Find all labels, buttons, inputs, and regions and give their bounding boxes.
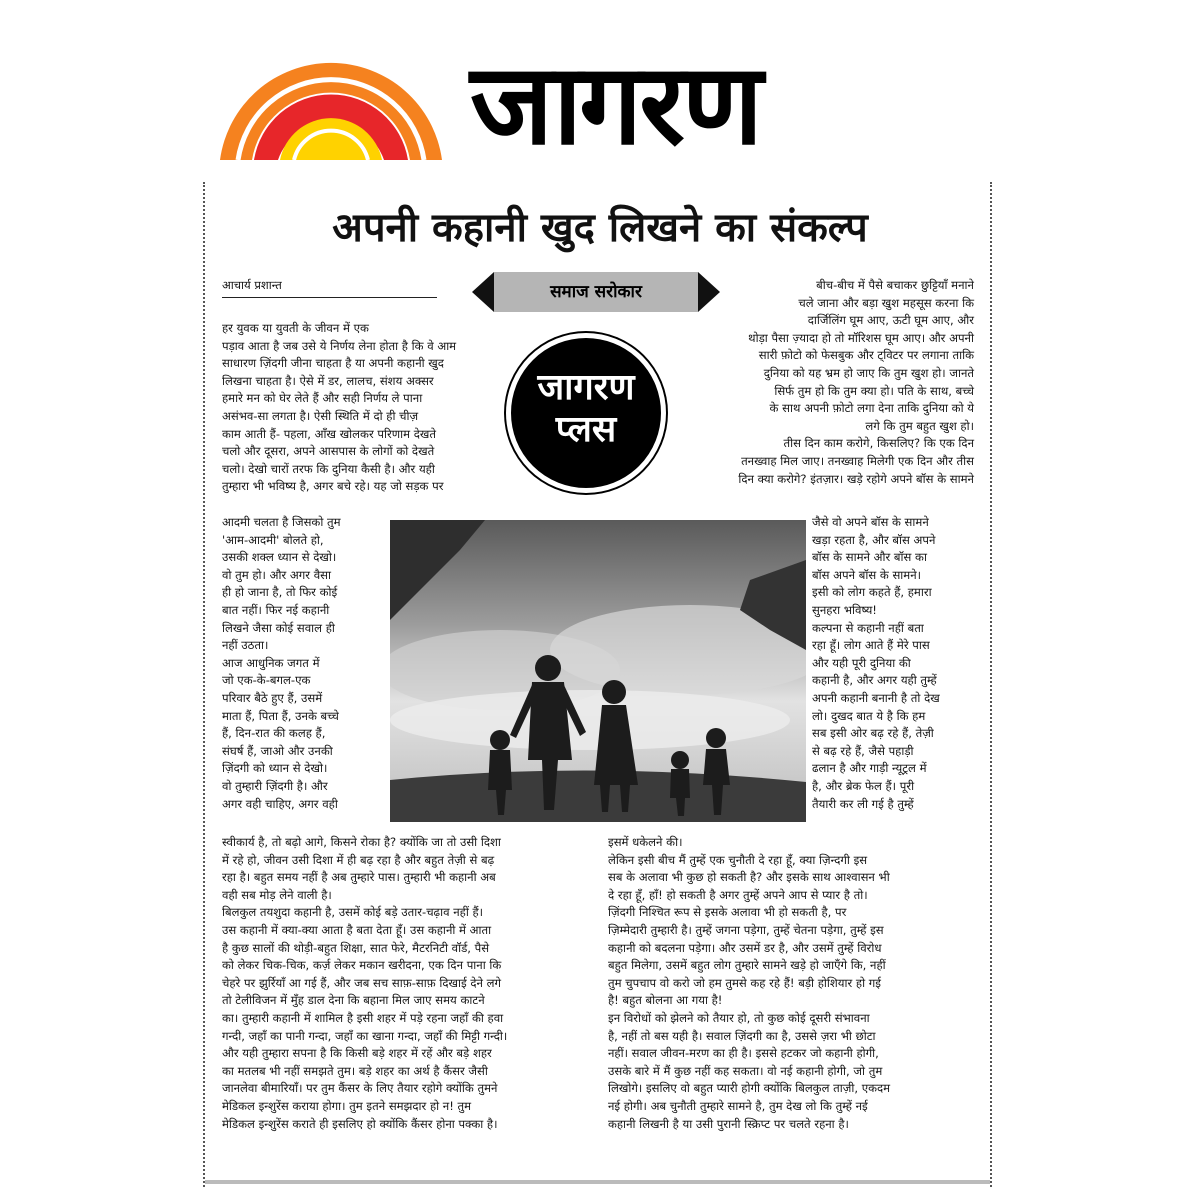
article-right-top: बीच-बीच में पैसे बचाकर छुट्टियाँ मनाने चले जाना और बड़ा खुश महसूस करना कि दार्जिलिंग घूम आए, ऊटी घूम आए, और थोड़ा पैसा ज़्यादा हो तो मॉरिशस घूम आए। और अपनी सारी फ़ोटो को फेसबुक और ट्विटर पर लगाना ताकि दुनिया को यह भ्रम हो जाए कि तुम खुश हो। जानते सिर्फ तुम हो कि तुम क्या हो। पति के साथ, बच्चे के साथ अपनी फ़ोटो लगा देना ताकि दुनिया को ये लगे कि तुम बहुत खुश हो। तीस दिन काम करोगे, किसलिए? कि एक दिन तनख्वाह मिल जाए। तनख्वाह मिलेगी एक दिन और तीस दिन क्या करोगे? इंतज़ार। खड़े रहोगे अपने बॉस के सामने xyxy=(738,278,974,486)
bottom-frame-rule xyxy=(205,1180,990,1184)
section-tag-label: समाज सरोकार xyxy=(494,272,698,312)
article-left-top: हर युवक या युवती के जीवन में एक पड़ाव आता है जब उसे ये निर्णय लेना होता है कि वे आम साधारण ज़िंदगी जीना चाहता है या अपनी कहानी खुद लिखना चाहता है। ऐसे में डर, लालच, संशय अक्सर हमारे मन को घेर लेते हैं और सही निर्णय ले पाना असंभव-सा लगता है। ऐसी स्थिति में दो ही चीज़ काम आती हैं- पहला, आँख खोलकर परिणाम देखते चलो और दूसरा, अपने आसपास के लोगों को देखते चलो। देखो चारों तरफ कि दुनिया कैसी है। और यही तुम्हारा भी भविष्य है, अगर बचे रहे। यह जो सड़क पर xyxy=(222,321,457,494)
right-frame-rule xyxy=(990,182,992,1187)
plus-badge-line2: प्लस xyxy=(555,409,617,450)
left-frame-rule xyxy=(203,182,205,1187)
article-right-narrow: जैसे वो अपने बॉस के सामने खड़ा रहता है, और बॉस अपने बॉस के सामने और बॉस का बॉस अपने बॉस के सामने। इसी को लोग कहते हैं, हमारा सुनहरा भविष्य! कल्पना से कहानी नहीं बता रहा हूँ। लोग आते हैं मेरे पास और यही पूरी दुनिया की कहानी है, और अगर यही तुम्हें अपनी कहानी बनानी है तो देख लो। दुखद बात ये है कि हम सब इसी ओर बढ़ रहे हैं, तेज़ी से बढ़ रहे हैं, जैसे पहाड़ी ढलान है और गाड़ी न्यूट्रल में है, और ब्रेक फेल हैं। पूरी तैयारी कर ली गई है तुम्हें xyxy=(812,515,940,811)
byline: आचार्य प्रशान्त xyxy=(222,277,437,298)
jagran-sun-logo xyxy=(210,40,450,165)
plus-badge-line1: जागरण xyxy=(537,367,635,408)
section-tag-left-arrow xyxy=(472,272,494,312)
jagran-plus-badge xyxy=(506,333,666,493)
masthead-wordmark: जागरण xyxy=(470,40,760,170)
article-right-bottom: इसमें धकेलने की। लेकिन इसी बीच मैं तुम्हें एक चुनौती दे रहा हूँ, क्या ज़िन्दगी इस सब के अलावा भी कुछ हो सकती है? और इसके साथ आश्वासन भी दे रहा हूँ, हाँ! हो सकती है अगर तुम्हें अपने आप से प्यार है तो। ज़िंदगी निश्चित रूप से इसके अलावा भी हो सकती है, पर ज़िम्मेदारी तुम्हारी है। तुम्हें जगना पड़ेगा, तुम्हें चेतना पड़ेगा, तुम्हें इस कहानी को बदलना पड़ेगा। और उसमें डर है, और उसमें तुम्हें विरोध बहुत मिलेगा, उसमें बहुत लोग तुम्हारे सामने खड़े हो जाएँगे कि, नहीं तुम चुपचाप वो करो जो हम तुमसे कह रहे हैं! बड़ी होशियार हो गई है! बहुत बोलना आ गया है! इन विरोधों को झेलने को तैयार हो, तो कुछ कोई दूसरी संभावना है, नहीं तो बस यही है। सवाल ज़िंदगी का है, उससे ज़रा भी छोटा नहीं। सवाल जीवन-मरण का ही है। इससे हटकर जो कहानी होगी, उसके बारे में मैं कुछ नहीं कह सकता। वो नई कहानी होगी, जो तुम लिखोगे। इसलिए वो बहुत प्यारी होगी क्योंकि बिलकुल ताज़ी, एकदम नई होगी। अब चुनौती तुम्हारे सामने है, तुम देख लो कि तुम्हें नई कहानी लिखनी है या उसी पुरानी स्क्रिप्ट पर चलते रहना है। xyxy=(608,835,891,1131)
headline: अपनी कहानी खुद लिखने का संकल्प xyxy=(332,205,868,251)
family-silhouette-photo xyxy=(390,520,806,822)
article-left-bottom: स्वीकार्य है, तो बढ़ो आगे, किसने रोका है? क्योंकि जा तो उसी दिशा में रहे हो, जीवन उसी दिशा में ही बढ़ रहा है और बहुत तेज़ी से बढ़ रहा है। बहुत समय नहीं है अब तुम्हारे पास। तुम्हारी भी कहानी अब वही सब मोड़ लेने वाली है। बिलकुल तयशुदा कहानी है, उसमें कोई बड़े उतार-चढ़ाव नहीं हैं। उस कहानी में क्या-क्या आता है बता देता हूँ। उस कहानी में आता है कुछ सालों की थोड़ी-बहुत शिक्षा, सात फेरे, मैटरनिटी वॉर्ड, पैसे को लेकर चिक-चिक, कर्ज़ लेकर मकान खरीदना, एक दिन पाना कि चेहरे पर झुर्रियाँ आ गई हैं, और जब सच साफ़-साफ़ दिखाई देने लगे तो टेलीविजन में मुँह डाल देना कि बहाना मिल जाए समय काटने का। तुम्हारी कहानी में शामिल है इसी शहर में पड़े रहना जहाँ की हवा गन्दी, जहाँ का पानी गन्दा, जहाँ का खाना गन्दा, जहाँ की मिट्टी गन्दी। और यही तुम्हारा सपना है कि किसी बड़े शहर में रहें और बड़े शहर का मतलब भी नहीं समझते तुम। बड़े शहर का अर्थ है कैंसर जैसी जानलेवा बीमारियाँ। पर तुम कैंसर के लिए तैयार रहोगे क्योंकि तुमने मेडिकल इन्शुरेंस कराया होगा। तुम इतने समझदार हो न! तुम मेडिकल इन्शुरेंस कराते ही इसलिए हो क्योंकि कैंसर होना पक्का है। xyxy=(222,835,508,1131)
article-left-narrow: आदमी चलता है जिसको तुम 'आम-आदमी' बोलते हो, उसकी शक्ल ध्यान से देखो। वो तुम हो। और अगर वैसा ही हो जाना है, तो फिर कोई बात नहीं। फिर नई कहानी लिखने जैसा कोई सवाल ही नहीं उठता। आज आधुनिक जगत में जो एक-के-बगल-एक परिवार बैठे हुए हैं, उसमें माता हैं, पिता हैं, उनके बच्चे हैं, दिन-रात की कलह हैं, संघर्ष हैं, जाओ और उनकी ज़िंदगी को ध्यान से देखो। वो तुम्हारी ज़िंदगी है। और अगर वही चाहिए, अगर वही xyxy=(222,515,341,811)
